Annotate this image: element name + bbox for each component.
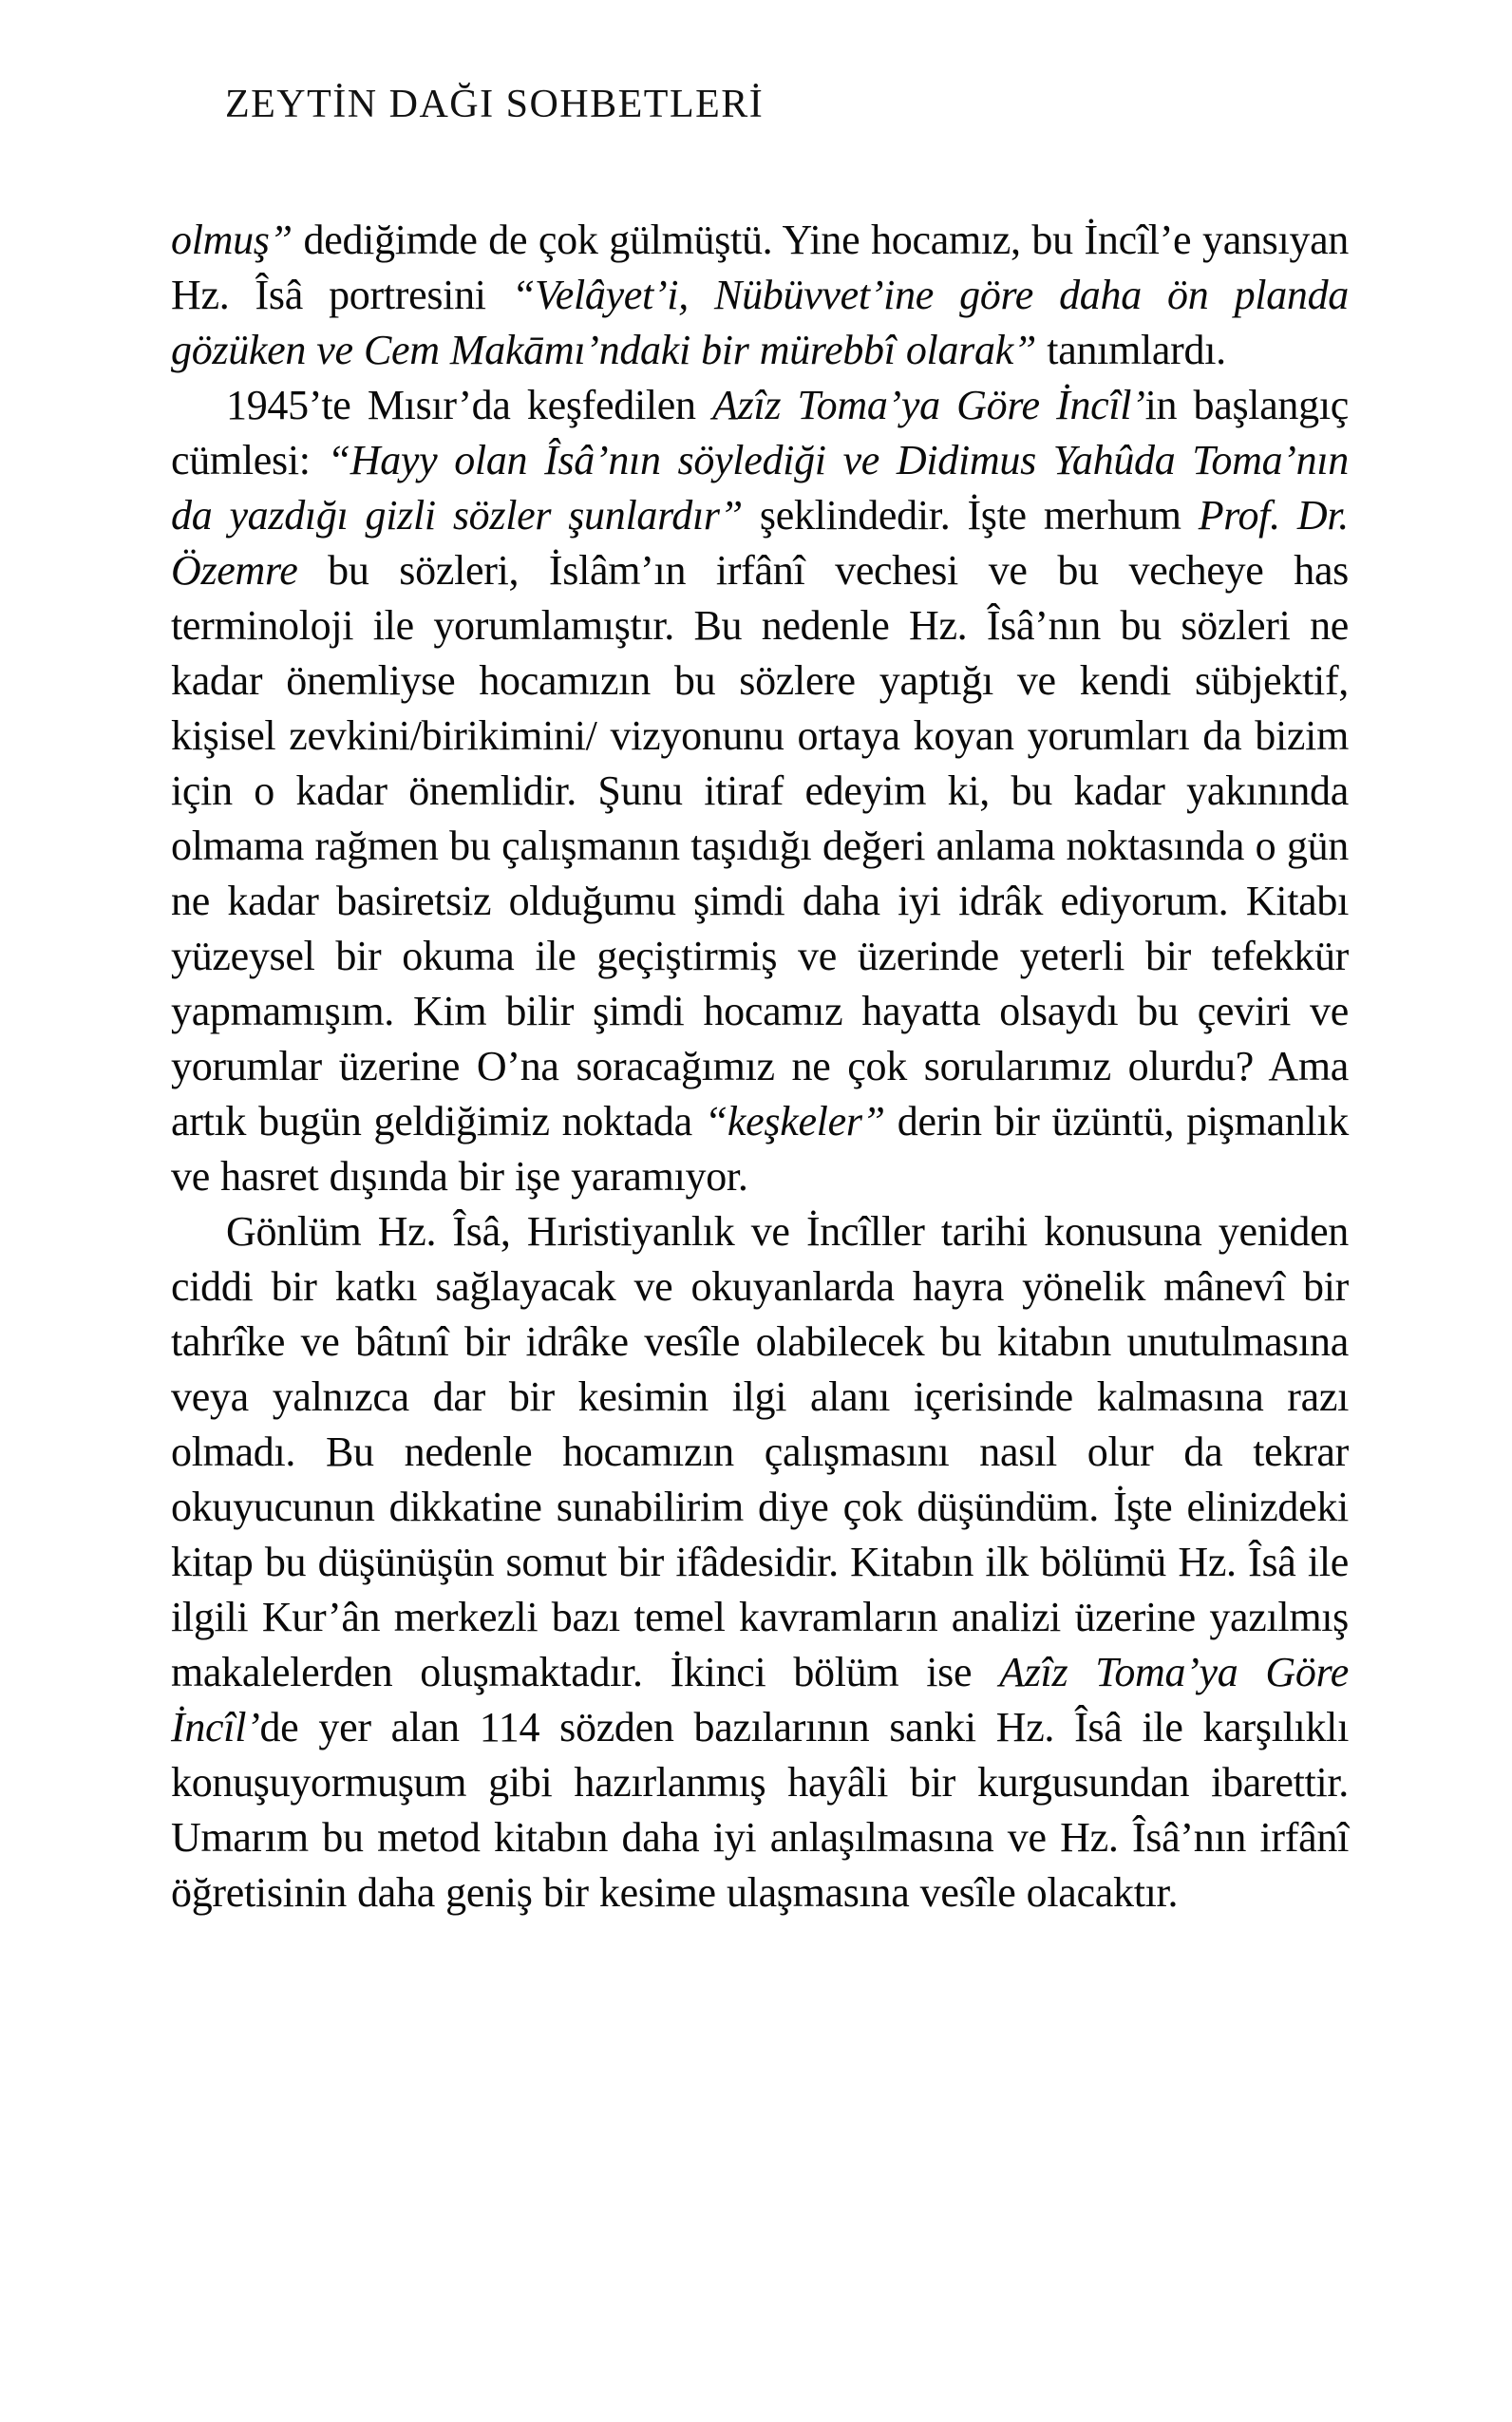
paragraph xyxy=(171,1204,1349,1921)
text-run: in başlangıç cümlesi: xyxy=(171,382,1349,483)
italic-text-run: “keşkeler” xyxy=(704,1098,885,1145)
text-run: Gönlüm Hz. Îsâ, Hıristiyanlık ve İncîller tarihi konusuna yeniden ciddi bir katkı sağlayacak ve okuyanlarda hayra yönelik mânevî bir tahrîke ve bâtınî bir idrâke vesîle olabilecek bu kitabın unutulmasına veya yalnızca dar bir kesimin ilgi alanı içerisinde kalmasına razı olmadı. Bu nedenle hocamızın çalışmasını nasıl olur da tekrar okuyucunun dikkatine sunabilirim diye çok düşündüm. İşte elinizdeki kitap bu düşünüşün somut bir ifâdesidir. Kitabın ilk bölümü Hz. Îsâ ile ilgili Kur’ân merkezli bazı temel kavramların analizi üzerine yazılmış makalelerden oluşmaktadır. İkinci bölüm ise xyxy=(171,1208,1349,1695)
italic-text-run: Azîz Toma’ya Göre İncîl’ xyxy=(712,382,1145,428)
italic-text-run: Azîz Toma’ya Göre İncîl’ xyxy=(171,1649,1349,1750)
text-run: de yer alan 114 sözden bazılarının sanki Hz. Îsâ ile karşılıklı konuşuyormuşum gibi hazırlanmış hayâli bir kurgusundan ibarettir. Umarım bu metod kitabın daha iyi anlaşılmasına ve Hz. Îsâ’nın irfânî öğretisinin daha geniş bir kesime ulaşmasına vesîle olacaktır. xyxy=(171,1704,1349,1916)
italic-text-run: “Hayy olan Îsâ’nın söylediği ve Didimus Yahûda Toma’nın da yazdığı gizli sözler şunlardır” xyxy=(171,437,1349,539)
text-run: dediğimde de çok gülmüştü. Yine hocamız, bu İncîl’e yansıyan Hz. Îsâ portresini xyxy=(171,217,1349,318)
italic-text-run: “Velâyet’i, Nübüvvet’ine göre daha ön planda gözüken ve Cem Makāmı’ndaki bir mürebbî olarak” xyxy=(171,272,1349,373)
running-header: ZEYTİN DAĞI SOHBETLERİ xyxy=(225,83,765,126)
text-run: tanımlardı. xyxy=(1036,327,1226,373)
text-run: bu sözleri, İslâm’ın irfânî vechesi ve bu vecheye has terminoloji ile yorumlamıştır. Bu nedenle Hz. Îsâ’nın bu sözleri ne kadar önemliyse hocamızın bu sözlere yaptığı ve kendi sübjektif, kişisel zevkini/birikimini/ vizyonunu ortaya koyan yorumları da bizim için o kadar önemlidir. Şunu itiraf edeyim ki, bu kadar yakınında olmama rağmen bu çalışmanın taşıdığı değeri anlama noktasında o gün ne kadar basiretsiz olduğumu şimdi daha iyi idrâk ediyorum. Kitabı yüzeysel bir okuma ile geçiştirmiş ve üzerinde yeterli bir tefekkür yapmamışım. Kim bilir şimdi hocamız hayatta olsaydı bu çeviri ve yorumlar üzerine O’na soracağımız ne çok sorularımız olurdu? Ama artık bugün geldiğimiz noktada xyxy=(171,547,1349,1145)
text-run: derin bir üzüntü, pişmanlık ve hasret dışında bir işe yaramıyor. xyxy=(171,1098,1349,1200)
text-block xyxy=(171,213,1349,1921)
paragraph xyxy=(171,378,1349,1204)
text-run: şeklindedir. İşte merhum xyxy=(742,492,1199,539)
italic-text-run: olmuş” xyxy=(171,217,293,263)
text-run: 1945’te Mısır’da keşfedilen xyxy=(226,382,713,428)
italic-text-run: Prof. Dr. Özemre xyxy=(171,492,1349,594)
paragraph xyxy=(171,213,1349,378)
